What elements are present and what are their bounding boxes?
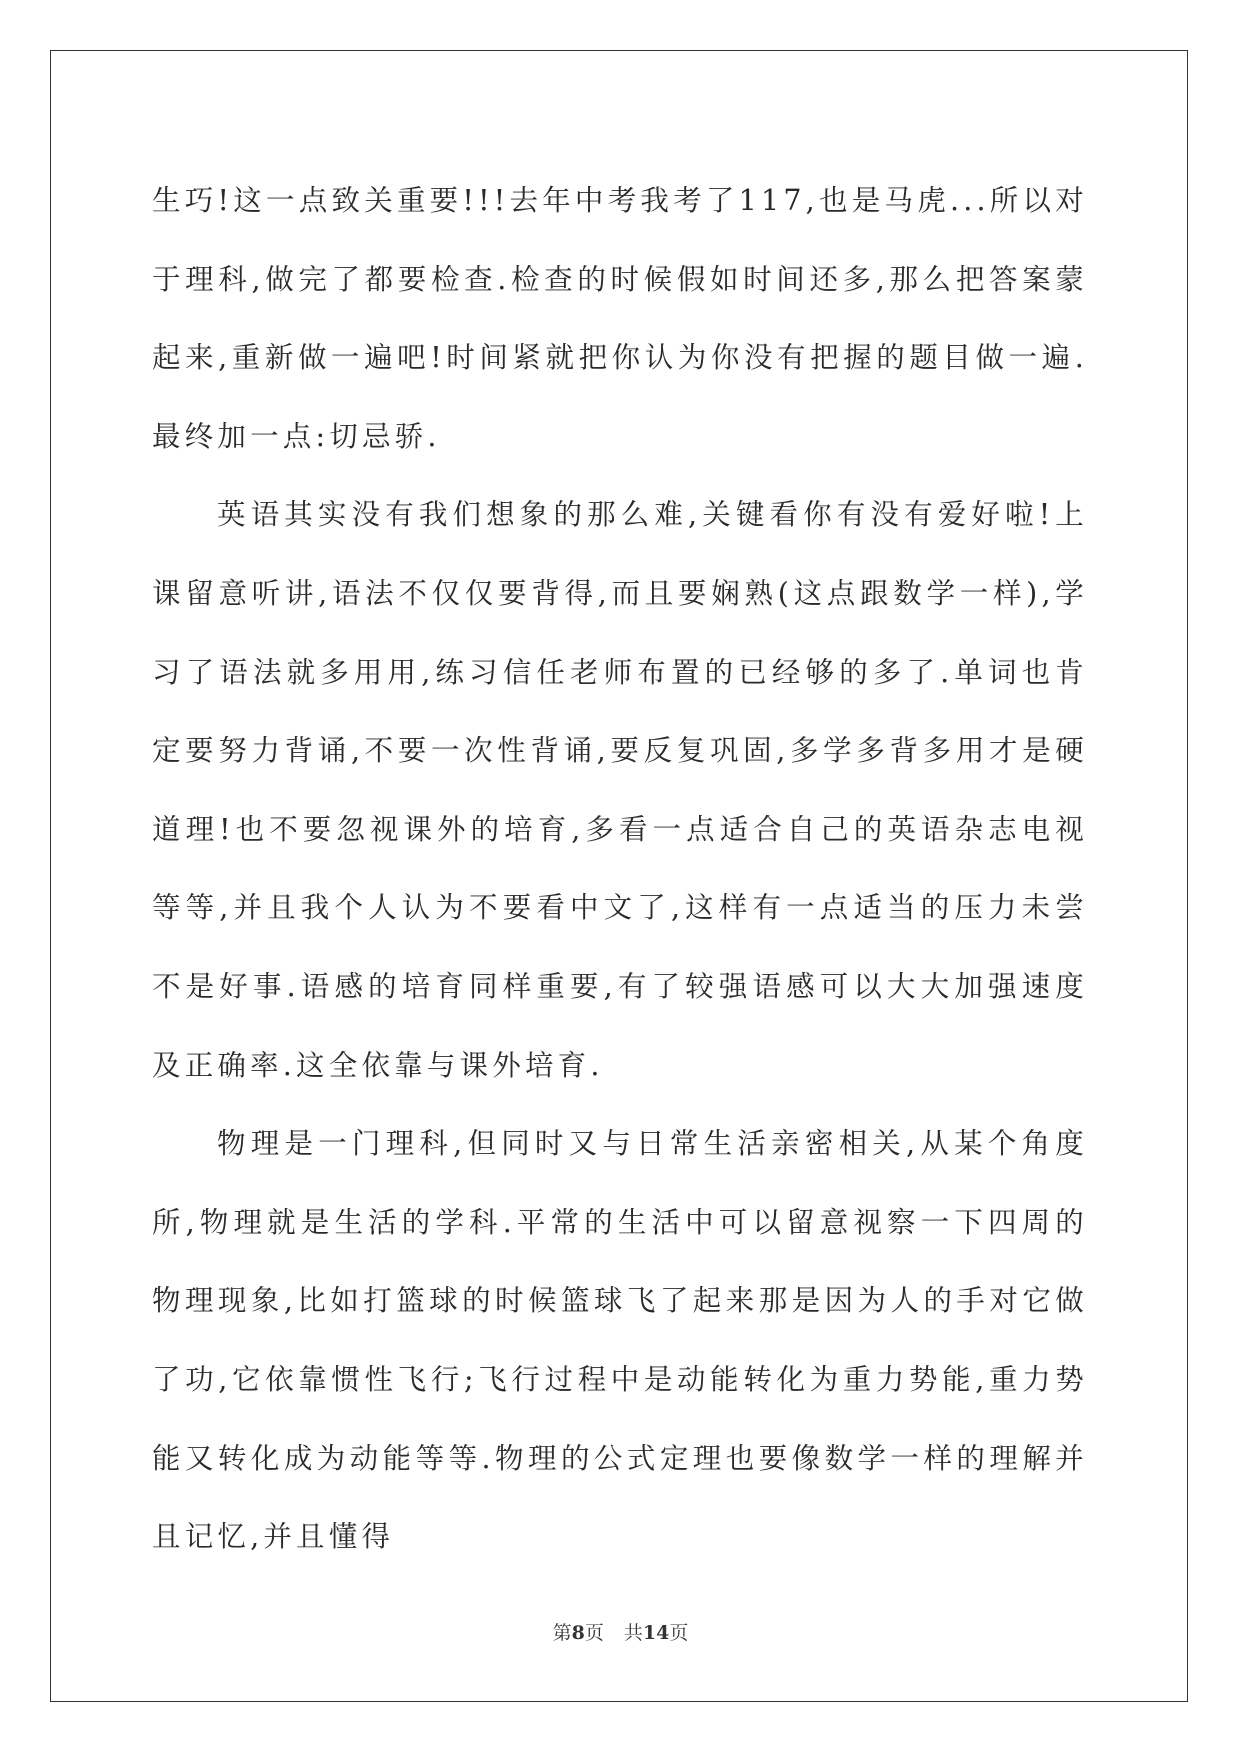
total-prefix: 共: [623, 1622, 643, 1644]
page-suffix: 页: [584, 1622, 604, 1644]
paragraph-english-tips: 英语其实没有我们想象的那么难,关键看你有没有爱好啦!上课留意听讲,语法不仅仅要背得,而且要娴熟(这点跟数学一样),学习了语法就多用用,练习信任老师布置的已经够的多了.单词也肯定要努力背诵,不要一次性背诵,要反复巩固,多学多背多用才是硬道理!也不要忽视课外的培育,多看一点适合自己的英语杂志电视等等,并且我个人认为不要看中文了,这样有一点适当的压力未尝不是好事.语感的培育同样重要,有了较强语感可以大大加强速度及正确率.这全依靠与课外培育.: [152, 498, 1088, 1082]
total-suffix: 页: [669, 1622, 689, 1644]
page-footer: [0, 1618, 1241, 1645]
paragraph-physics-tips: 物理是一门理科,但同时又与日常生活亲密相关,从某个角度所,物理就是生活的学科.平常的生活中可以留意视察一下四周的物理现象,比如打篮球的时候篮球飞了起来那是因为人的手对它做了功,它依靠惯性飞行;飞行过程中是动能转化为重力势能,重力势能又转化成为动能等等.物理的公式定理也要像数学一样的理解并且记忆,并且懂得: [152, 1127, 1088, 1554]
paragraph-math-tips: 生巧!这一点致关重要!!!去年中考我考了117,也是马虎...所以对于理科,做完了都要检查.检查的时候假如时间还多,那么把答案蒙起来,重新做一遍吧!时间紧就把你认为你没有把握的题目做一遍.最终加一点:切忌骄.: [152, 184, 1088, 453]
total-pages: 14: [642, 1622, 670, 1644]
page-number: 8: [571, 1622, 585, 1644]
document-body: [152, 162, 1088, 1577]
page-prefix: 第: [552, 1622, 572, 1644]
